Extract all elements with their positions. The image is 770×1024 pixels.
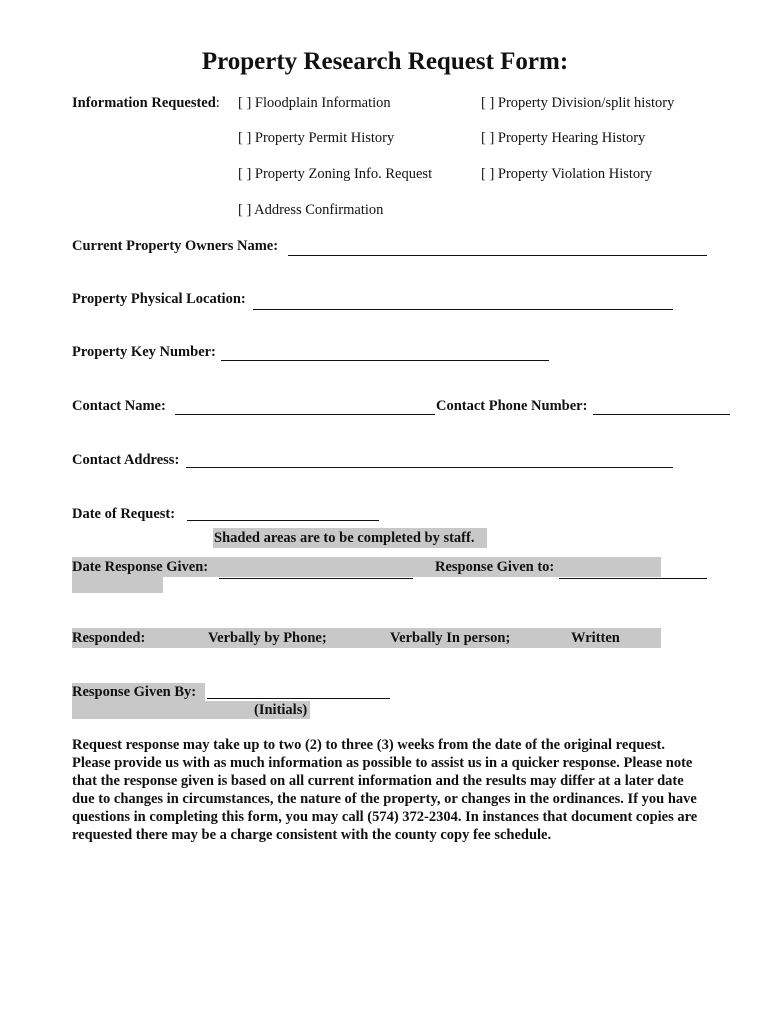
staff-note: Shaded areas are to be completed by staff. bbox=[214, 530, 475, 546]
info-requested-text: Information Requested bbox=[72, 95, 216, 111]
contact-address-label: Contact Address: bbox=[72, 452, 180, 468]
contact-name-field[interactable] bbox=[175, 414, 435, 415]
response-given-to-field[interactable] bbox=[559, 578, 707, 579]
option-address-confirmation[interactable]: [ ] Address Confirmation bbox=[238, 202, 384, 218]
response-given-to-label: Response Given to: bbox=[435, 559, 555, 575]
date-of-request-label: Date of Request: bbox=[72, 506, 176, 522]
date-response-given-field[interactable] bbox=[219, 578, 413, 579]
response-given-by-label: Response Given By: bbox=[72, 684, 197, 700]
key-number-field[interactable] bbox=[221, 360, 549, 361]
info-requested-colon: : bbox=[215, 95, 220, 111]
response-time-notice: Request response may take up to two (2) to three (3) weeks from the date of the original request. Please provide us with as much information as possible to assist us in a quicker response. Please note that the response given is based on all current information and the results may differ at a later date due to changes in circumstances, the nature of the property, or changes in the ordinances. If you have questions in completing this form, you may call (574) 372-2304. In instances that document copies are requested there may be a charge consistent with the county copy fee schedule. bbox=[72, 737, 698, 843]
responded-phone-option[interactable]: Verbally by Phone; bbox=[208, 630, 327, 646]
date-response-given-label: Date Response Given: bbox=[72, 559, 209, 575]
option-permit-history[interactable]: [ ] Property Permit History bbox=[238, 130, 395, 146]
response-given-by-field[interactable] bbox=[207, 698, 390, 699]
initials-label: (Initials) bbox=[254, 702, 308, 718]
date-response-shade-extension bbox=[72, 577, 163, 593]
owners-name-label: Current Property Owners Name: bbox=[72, 238, 279, 254]
option-violation-history[interactable]: [ ] Property Violation History bbox=[481, 166, 653, 182]
option-zoning-info[interactable]: [ ] Property Zoning Info. Request bbox=[238, 166, 433, 182]
owners-name-field[interactable] bbox=[288, 255, 707, 256]
responded-in-person-option[interactable]: Verbally In person; bbox=[390, 630, 511, 646]
physical-location-field[interactable] bbox=[253, 309, 673, 310]
option-division-split-history[interactable]: [ ] Property Division/split history bbox=[481, 95, 675, 111]
key-number-label: Property Key Number: bbox=[72, 344, 216, 360]
contact-address-field[interactable] bbox=[186, 467, 673, 468]
physical-location-label: Property Physical Location: bbox=[72, 291, 246, 307]
info-requested-label bbox=[72, 95, 220, 112]
contact-phone-label: Contact Phone Number: bbox=[436, 398, 588, 414]
contact-name-label: Contact Name: bbox=[72, 398, 166, 414]
form-title: Property Research Request Form: bbox=[201, 48, 569, 75]
responded-written-option[interactable]: Written bbox=[571, 630, 620, 646]
contact-phone-field[interactable] bbox=[593, 414, 730, 415]
option-floodplain[interactable]: [ ] Floodplain Information bbox=[238, 95, 391, 111]
option-hearing-history[interactable]: [ ] Property Hearing History bbox=[481, 130, 646, 146]
date-of-request-field[interactable] bbox=[187, 520, 379, 521]
responded-label: Responded: bbox=[72, 630, 146, 646]
